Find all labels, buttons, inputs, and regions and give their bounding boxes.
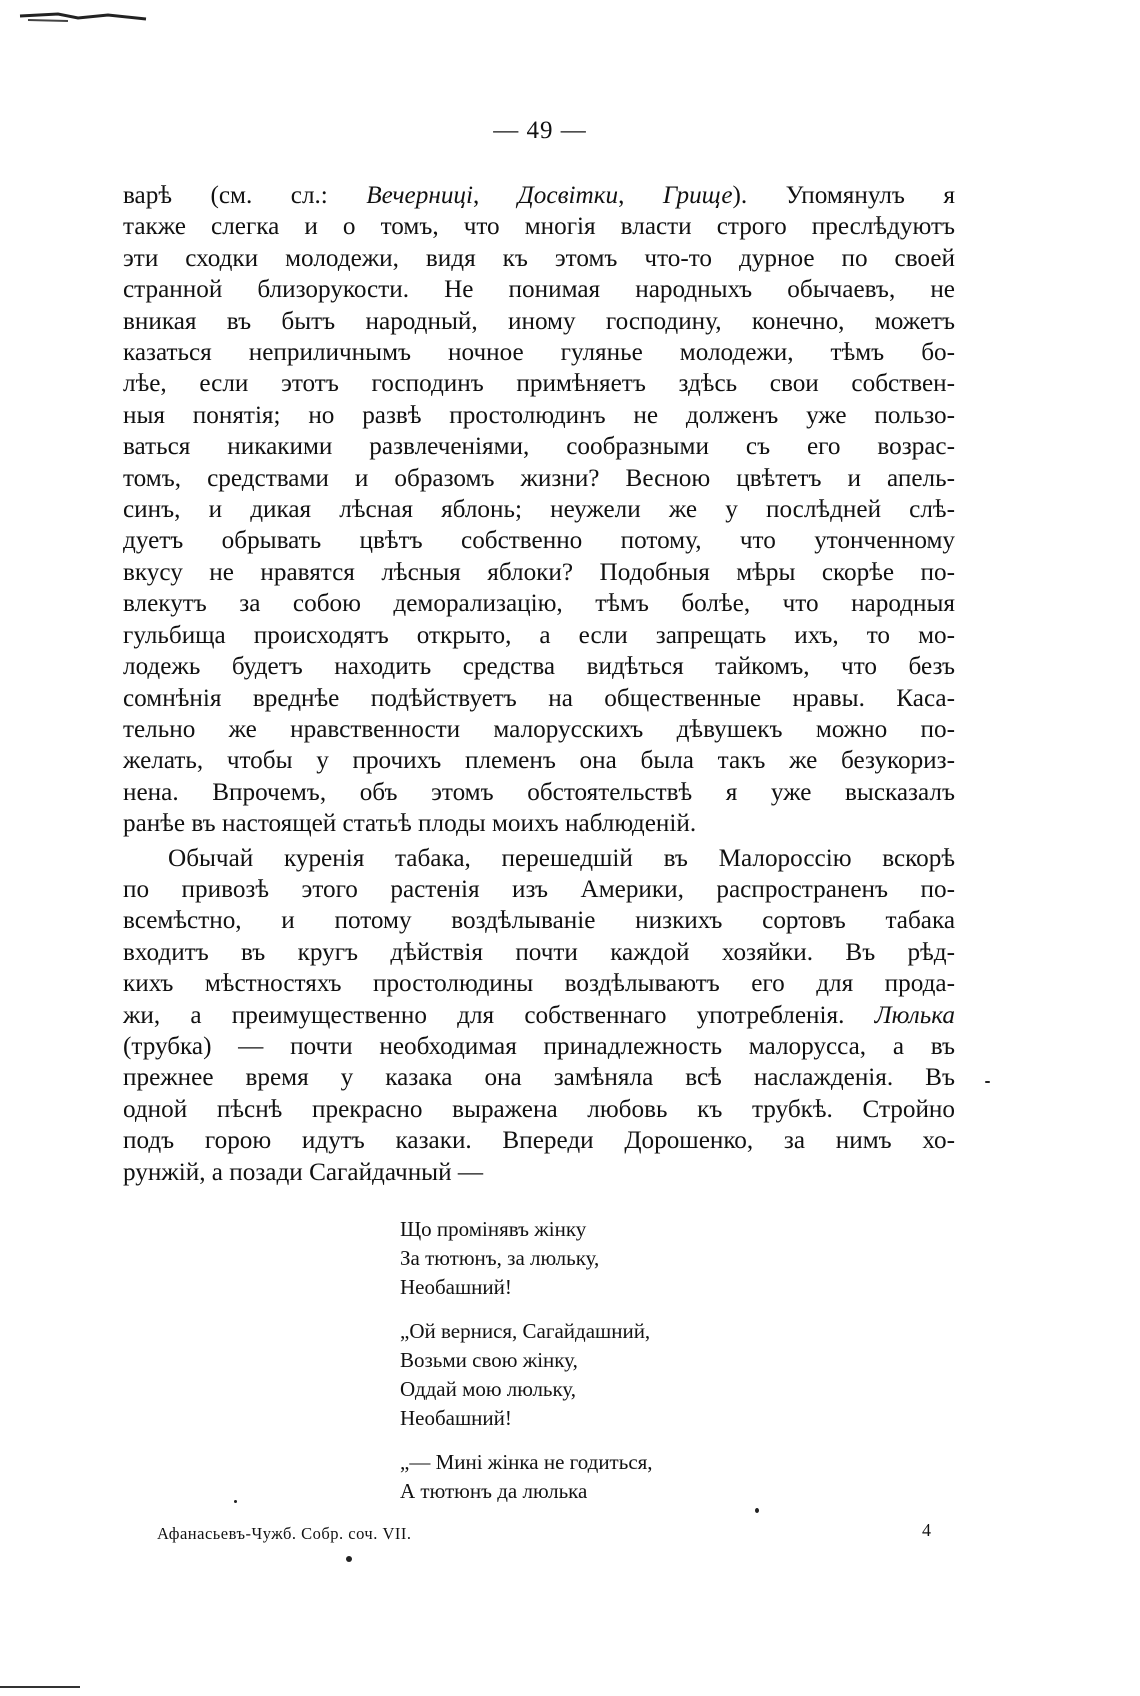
- text-line: желать, чтобы у прочихъ племенъ она была такъ же безукориз-: [123, 747, 955, 775]
- text-line: тельно же нравственности малорусскихъ дѣвушекъ можно по-: [123, 715, 955, 743]
- text-line: варѣ (см. сл.: Вечерниці, Досвітки, Грище). Упомянулъ я: [123, 182, 956, 209]
- main-text: [123, 180, 955, 1188]
- text-line: странной близорукости. Не понимая народныхъ обычаевъ, не: [123, 276, 955, 304]
- text-line: дуетъ обрывать цвѣтъ собственно потому, что утонченному: [123, 527, 955, 555]
- poem-verse: Необашний!: [400, 1406, 512, 1430]
- text-line: эти сходки молодежи, видя къ этомъ что-то дурное по своей: [123, 244, 955, 272]
- page-number: — 49 —: [493, 117, 587, 144]
- text-line: по привозѣ этого растенія изъ Америки, распространенъ по-: [123, 875, 955, 903]
- text-line: одной пѣснѣ прекрасно выражена любовь къ трубкѣ. Стройно: [123, 1095, 955, 1123]
- italic-term: Люлька: [874, 1001, 955, 1029]
- text-line: сомнѣнія вреднѣе подѣйствуетъ на общественные нравы. Каса-: [123, 684, 955, 712]
- italic-term: Досвітки: [517, 182, 619, 209]
- poem-verse: Необашний!: [400, 1275, 512, 1299]
- ink-speck: [234, 1500, 237, 1503]
- text-line: ваться никакими развлеченіями, сообразными съ его возрас-: [123, 433, 955, 461]
- text-line: подъ горою идутъ казаки. Впереди Дорошенко, за нимъ хо-: [123, 1127, 955, 1155]
- text-line: также слегка и о томъ, что многія власти строго преслѣдуютъ: [123, 213, 955, 241]
- text-line: Обычай куренія табака, перешедшій въ Малороссію вскорѣ: [168, 844, 955, 872]
- text-line: нена. Впрочемъ, объ этомъ обстоятельствѣ я уже высказалъ: [123, 778, 955, 806]
- scan-artifact: [18, 10, 148, 24]
- text-line: всемѣстно, и потому воздѣлываніе низкихъ сортовъ табака: [123, 907, 955, 935]
- poem-verse: Возьми свою жінку,: [400, 1348, 578, 1372]
- poem-verse: Оддай мою люльку,: [400, 1377, 577, 1401]
- text-line: лѣе, если этотъ господинъ примѣняетъ здѣсь свои собствен-: [123, 370, 955, 398]
- poem-verse: За тютюнъ, за люльку,: [400, 1246, 600, 1270]
- poem-verse: А тютюнъ да люлька: [400, 1479, 588, 1503]
- sheet-mark: 4: [922, 1520, 931, 1540]
- ink-speck: [755, 1508, 759, 1513]
- poem-stanza: [400, 1448, 820, 1506]
- poem-stanza: [400, 1317, 820, 1433]
- text-line: гульбища происходятъ открыто, а если запрещать ихъ, то мо-: [123, 621, 955, 649]
- ink-speck: [346, 1556, 352, 1562]
- text-line: влекутъ за собою деморализацію, тѣмъ болѣе, что народныя: [123, 590, 955, 618]
- text-line: входитъ въ кругъ дѣйствія почти каждой хозяйки. Въ рѣд-: [123, 938, 955, 966]
- poem-stanza: [400, 1215, 820, 1302]
- ink-speck: [985, 1081, 990, 1083]
- italic-term: Грище: [662, 182, 733, 209]
- footer-signature: Афанасьевъ-Чужб. Собр. соч. VII.: [157, 1524, 412, 1543]
- text-line: прежнее время у казака она замѣняла всѣ наслажденія. Въ: [123, 1064, 955, 1092]
- text-line: вкусу не нравятся лѣсныя яблоки? Подобныя мѣры скорѣе по-: [123, 558, 955, 586]
- text-line: рунжій, а позади Сагайдачный —: [123, 1158, 484, 1186]
- italic-term: Вечерниці: [366, 182, 473, 209]
- scan-edge: [0, 1686, 80, 1688]
- text-line: ранѣе въ настоящей статьѣ плоды моихъ наблюденій.: [123, 810, 697, 838]
- text-line: томъ, средствами и образомъ жизни? Весною цвѣтетъ и апель-: [123, 464, 955, 492]
- text-line: (трубка) — почти необходимая принадлежность малорусса, а въ: [123, 1032, 955, 1060]
- text-line: ныя понятія; но развѣ простолюдинъ не долженъ уже пользо-: [123, 401, 955, 429]
- poem-verse: Що промінявъ жінку: [400, 1217, 587, 1241]
- text-line: синъ, и дикая лѣсная яблонь; неужели же у послѣдней слѣ-: [123, 496, 955, 524]
- poem-verse: „Ой вернися, Сагайдашний,: [400, 1319, 651, 1343]
- poem-quote: [400, 1215, 820, 1521]
- text-line: жи, а преимущественно для собственнаго употребленія. Люлька: [123, 1001, 955, 1029]
- text-line: лодежь будетъ находить средства видѣться тайкомъ, что безъ: [123, 653, 955, 681]
- poem-verse: „— Мині жінка не годиться,: [400, 1450, 653, 1474]
- text-line: кихъ мѣстностяхъ простолюдины воздѣлываютъ его для прода-: [123, 970, 955, 998]
- text-line: казаться неприличнымъ ночное гулянье молодежи, тѣмъ бо-: [123, 339, 955, 367]
- text-line: вникая въ бытъ народный, иному господину, конечно, можетъ: [123, 307, 955, 335]
